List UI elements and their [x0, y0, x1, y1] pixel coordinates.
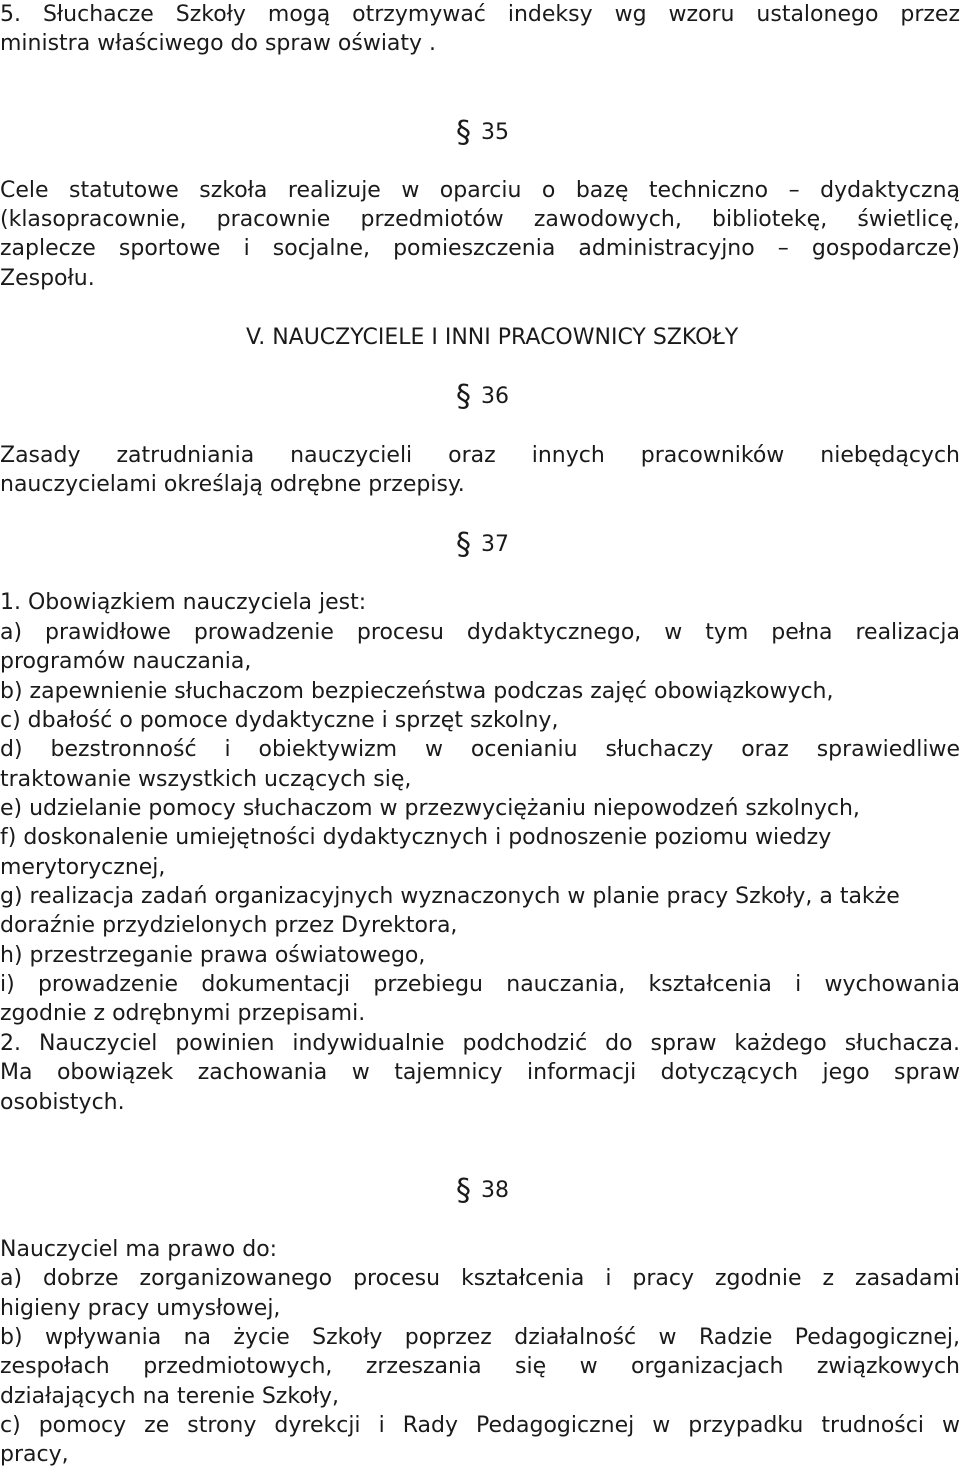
paragraph-37-line-8: e) udzielanie pomocy słuchaczom w przezwyciężaniu niepowodzeń szkolnych,	[0, 796, 860, 821]
paragraph-37-line-2: a) prawidłowe prowadzenie procesu dydaktycznego, w tym pełna realizacja	[0, 620, 960, 645]
chapter-title: V. NAUCZYCIELE I INNI PRACOWNICY SZKOŁY	[246, 325, 739, 350]
item-5-line-1: 5. Słuchacze Szkoły mogą otrzymywać indeksy wg wzoru ustalonego przez	[0, 2, 960, 27]
paragraph-number: 35	[481, 120, 509, 145]
paragraph-37-line-15: zgodnie z odrębnymi przepisami.	[0, 1001, 366, 1026]
paragraph-35-line-1: Cele statutowe szkoła realizuje w oparciu o bazę techniczno – dydaktyczną	[0, 178, 960, 203]
paragraph-37-line-14: i) prowadzenie dokumentacji przebiegu nauczania, kształcenia i wychowania	[0, 972, 960, 997]
paragraph-37-line-1: 1. Obowiązkiem nauczyciela jest:	[0, 590, 367, 615]
paragraph-35-line-4: Zespołu.	[0, 266, 95, 291]
paragraph-36-heading	[456, 379, 509, 414]
paragraph-37-line-11: g) realizacja zadań organizacyjnych wyznaczonych w planie pracy Szkoły, a także	[0, 884, 900, 909]
paragraph-36-line-2: nauczycielami określają odrębne przepisy.	[0, 472, 465, 497]
paragraph-35-line-3: zaplecze sportowe i socjalne, pomieszczenia administracyjno – gospodarcze)	[0, 236, 960, 261]
paragraph-36-line-1: Zasady zatrudniania nauczycieli oraz innych pracowników niebędących	[0, 443, 960, 468]
paragraph-37-line-18: osobistych.	[0, 1090, 125, 1115]
section-sign: §	[456, 379, 471, 414]
paragraph-38-line-4: b) wpływania na życie Szkoły poprzez działalność w Radzie Pedagogicznej,	[0, 1325, 960, 1350]
paragraph-38-heading	[456, 1173, 509, 1208]
paragraph-38-line-2: a) dobrze zorganizowanego procesu kształcenia i pracy zgodnie z zasadami	[0, 1266, 960, 1291]
paragraph-37-line-9: f) doskonalenie umiejętności dydaktycznych i podnoszenie poziomu wiedzy	[0, 825, 832, 850]
paragraph-38-line-5: zespołach przedmiotowych, zrzeszania się w organizacjach związkowych	[0, 1354, 960, 1379]
item-5-line-2: ministra właściwego do spraw oświaty .	[0, 31, 437, 56]
paragraph-37-line-16: 2. Nauczyciel powinien indywidualnie podchodzić do spraw każdego słuchacza.	[0, 1031, 960, 1056]
paragraph-37-line-7: traktowanie wszystkich uczących się,	[0, 767, 412, 792]
paragraph-38-line-3: higieny pracy umysłowej,	[0, 1296, 281, 1321]
paragraph-38-line-1: Nauczyciel ma prawo do:	[0, 1237, 278, 1262]
paragraph-number: 37	[481, 532, 509, 557]
paragraph-number: 38	[481, 1178, 509, 1203]
paragraph-37-line-5: c) dbałość o pomoce dydaktyczne i sprzęt szkolny,	[0, 708, 559, 733]
paragraph-35-heading	[456, 115, 509, 150]
paragraph-38-line-8: pracy,	[0, 1442, 69, 1467]
section-sign: §	[456, 1173, 471, 1208]
paragraph-37-line-3: programów nauczania,	[0, 649, 252, 674]
paragraph-38-line-6: działających na terenie Szkoły,	[0, 1384, 340, 1409]
section-sign: §	[456, 115, 471, 150]
paragraph-37-line-12: doraźnie przydzielonych przez Dyrektora,	[0, 913, 458, 938]
paragraph-37-line-10: merytorycznej,	[0, 855, 166, 880]
paragraph-number: 36	[481, 384, 509, 409]
paragraph-37-heading	[456, 527, 509, 562]
paragraph-37-line-13: h) przestrzeganie prawa oświatowego,	[0, 943, 426, 968]
section-sign: §	[456, 527, 471, 562]
paragraph-37-line-17: Ma obowiązek zachowania w tajemnicy informacji dotyczących jego spraw	[0, 1060, 960, 1085]
paragraph-38-line-7: c) pomocy ze strony dyrekcji i Rady Pedagogicznej w przypadku trudności w	[0, 1413, 960, 1438]
paragraph-35-line-2: (klasopracownie, pracownie przedmiotów zawodowych, bibliotekę, świetlicę,	[0, 207, 960, 232]
paragraph-37-line-6: d) bezstronność i obiektywizm w ocenianiu słuchaczy oraz sprawiedliwe	[0, 737, 960, 762]
paragraph-37-line-4: b) zapewnienie słuchaczom bezpieczeństwa podczas zajęć obowiązkowych,	[0, 679, 834, 704]
